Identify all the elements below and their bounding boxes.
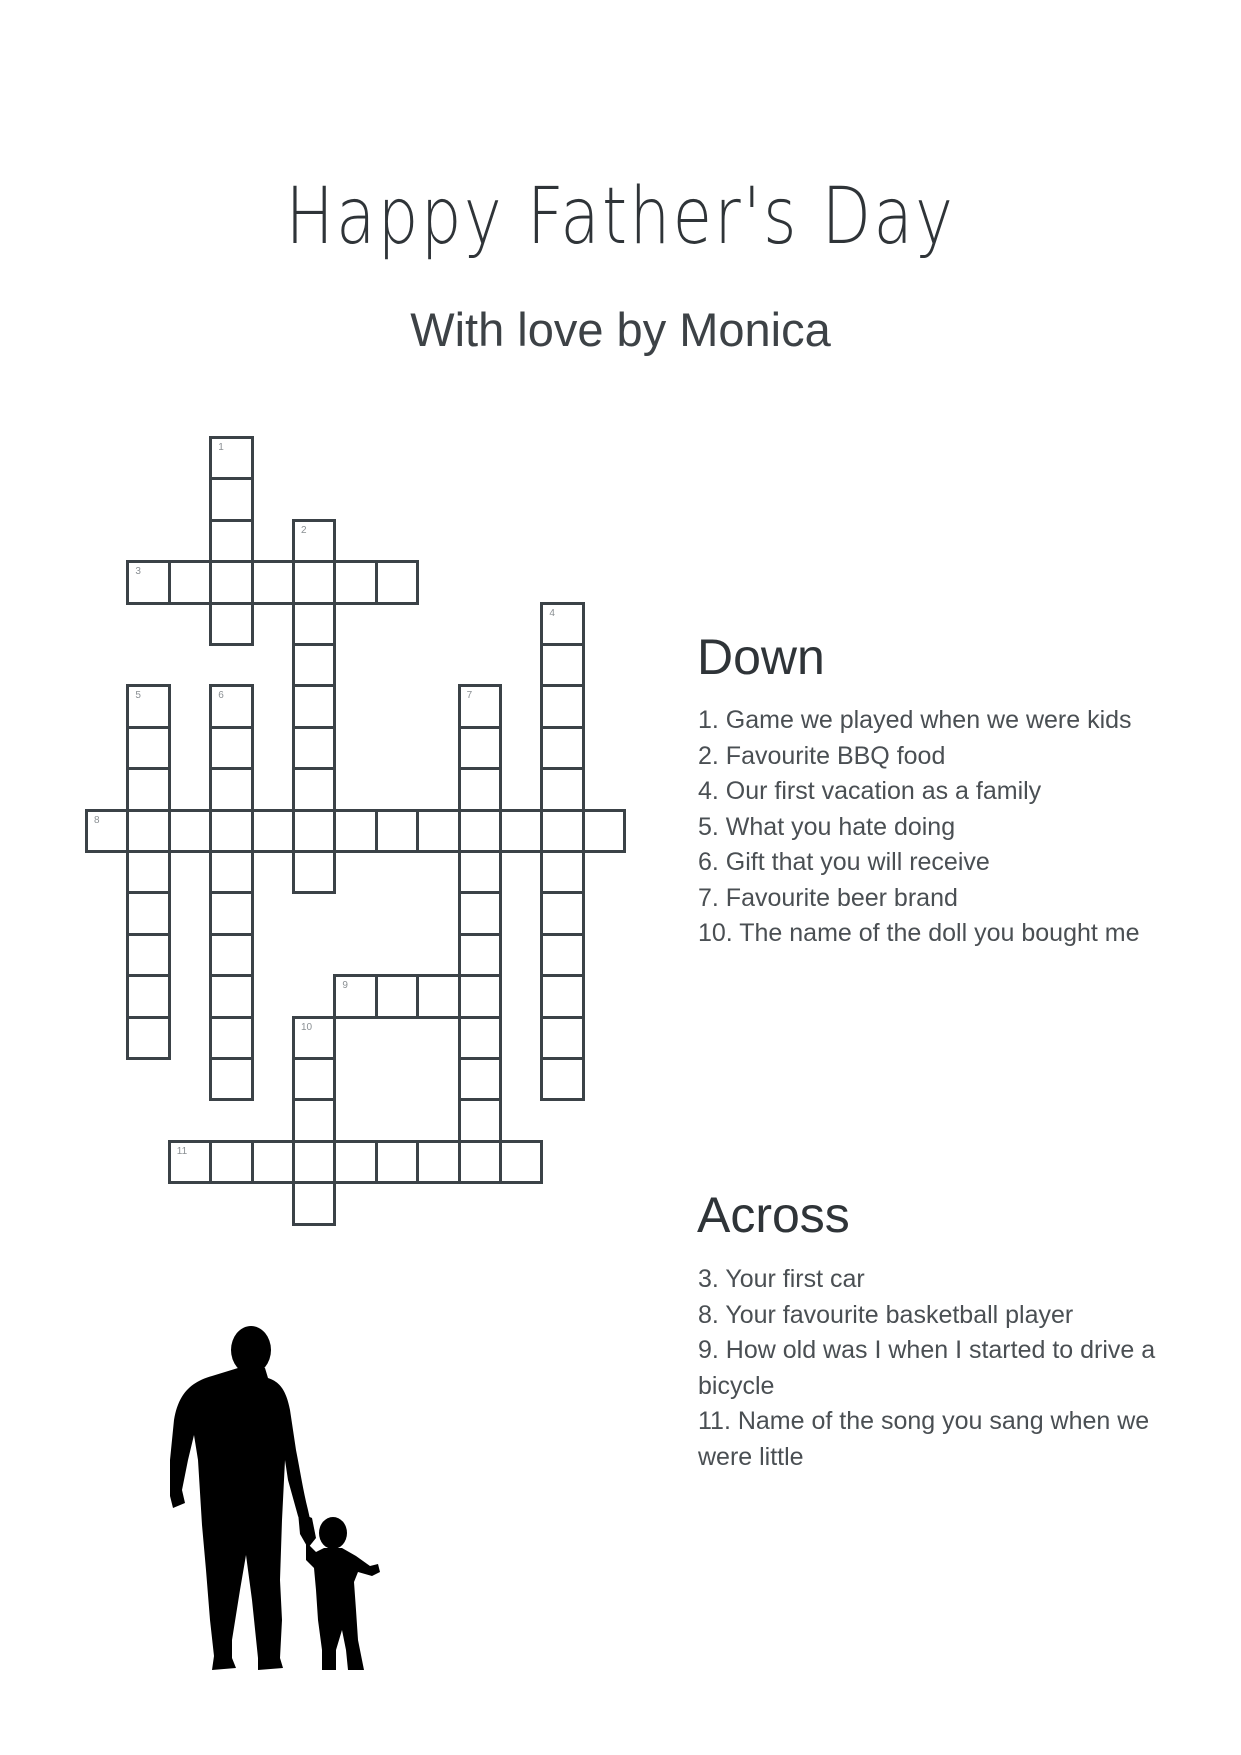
grid-cell[interactable] (292, 1181, 336, 1225)
grid-cell[interactable] (209, 809, 253, 853)
down-clue: 7. Favourite beer brand (698, 883, 958, 912)
grid-cell[interactable] (209, 891, 253, 935)
grid-cell[interactable] (292, 726, 336, 770)
clue-number: 4 (549, 607, 555, 619)
grid-cell[interactable] (458, 1016, 502, 1060)
grid-cell[interactable] (540, 974, 584, 1018)
clue-number: 10 (301, 1021, 313, 1033)
clue-number: 5 (135, 690, 141, 702)
grid-cell[interactable] (416, 1140, 460, 1184)
grid-cell[interactable] (209, 477, 253, 521)
grid-cell[interactable] (292, 684, 336, 728)
grid-cell[interactable] (292, 850, 336, 894)
across-clue: 9. How old was I when I started to drive a bicycle (698, 1336, 1156, 1400)
grid-cell[interactable] (375, 1140, 419, 1184)
grid-cell[interactable] (582, 809, 626, 853)
grid-cell[interactable] (209, 850, 253, 894)
across-clue-list (698, 1262, 1168, 1475)
grid-cell[interactable] (209, 436, 253, 480)
clue-number: 2 (301, 524, 307, 536)
down-clue: 1. Game we played when we were kids (698, 706, 1132, 734)
grid-cell[interactable] (126, 809, 170, 853)
grid-cell[interactable] (458, 891, 502, 935)
grid-cell[interactable] (540, 850, 584, 894)
grid-cell[interactable] (416, 974, 460, 1018)
grid-cell[interactable] (458, 1140, 502, 1184)
clue-number: 3 (135, 566, 141, 578)
grid-cell[interactable] (458, 850, 502, 894)
down-clue-list (698, 703, 1168, 952)
grid-cell[interactable] (209, 1140, 253, 1184)
down-clue: 2. Favourite BBQ food (698, 741, 946, 770)
grid-cell[interactable] (333, 560, 377, 604)
grid-cell[interactable] (292, 767, 336, 811)
down-clue: 10. The name of the doll you bought me (698, 919, 1140, 947)
grid-cell[interactable] (292, 1016, 336, 1060)
grid-cell[interactable] (375, 809, 419, 853)
grid-cell[interactable] (209, 767, 253, 811)
grid-cell[interactable] (126, 974, 170, 1018)
grid-cell[interactable] (540, 643, 584, 687)
grid-cell[interactable] (540, 1016, 584, 1060)
grid-cell[interactable] (540, 684, 584, 728)
page-subtitle: With love by Monica (410, 303, 831, 356)
grid-cell[interactable] (126, 560, 170, 604)
page-title: Happy Father's Day (285, 172, 956, 262)
clue-number: 8 (94, 814, 100, 826)
grid-cell[interactable] (540, 933, 584, 977)
grid-cell[interactable] (251, 1140, 295, 1184)
grid-cell[interactable] (540, 809, 584, 853)
grid-cell[interactable] (292, 560, 336, 604)
grid-cell[interactable] (333, 1140, 377, 1184)
grid-cell[interactable] (126, 933, 170, 977)
grid-cell[interactable] (251, 809, 295, 853)
father-and-child-silhouette-icon (140, 1320, 400, 1700)
grid-cell[interactable] (292, 602, 336, 646)
grid-cell[interactable] (251, 560, 295, 604)
grid-cell[interactable] (209, 519, 253, 563)
grid-cell[interactable] (126, 767, 170, 811)
grid-cell[interactable] (458, 1098, 502, 1142)
grid-cell[interactable] (209, 726, 253, 770)
grid-cell[interactable] (126, 850, 170, 894)
across-clue: 11. Name of the song you sang when we were little (698, 1407, 1150, 1471)
grid-cell[interactable] (458, 933, 502, 977)
grid-cell[interactable] (209, 1016, 253, 1060)
across-clue: 3. Your first car (698, 1265, 865, 1293)
across-heading: Across (697, 1187, 850, 1243)
clue-number: 9 (342, 980, 348, 992)
grid-cell[interactable] (333, 809, 377, 853)
grid-cell[interactable] (540, 1057, 584, 1101)
down-heading: Down (697, 629, 825, 685)
grid-cell[interactable] (292, 809, 336, 853)
grid-cell[interactable] (168, 560, 212, 604)
grid-cell[interactable] (458, 809, 502, 853)
grid-cell[interactable] (292, 643, 336, 687)
clue-number: 11 (176, 1145, 188, 1157)
clue-number: 6 (218, 690, 224, 702)
grid-cell[interactable] (375, 560, 419, 604)
grid-cell[interactable] (333, 974, 377, 1018)
grid-cell[interactable] (499, 809, 543, 853)
grid-cell[interactable] (540, 602, 584, 646)
grid-cell[interactable] (292, 519, 336, 563)
grid-cell[interactable] (540, 767, 584, 811)
grid-cell[interactable] (458, 684, 502, 728)
down-clue: 6. Gift that you will receive (698, 848, 990, 876)
grid-cell[interactable] (292, 1098, 336, 1142)
grid-cell[interactable] (126, 726, 170, 770)
grid-cell[interactable] (292, 1057, 336, 1101)
grid-cell[interactable] (292, 1140, 336, 1184)
grid-cell[interactable] (458, 767, 502, 811)
grid-cell[interactable] (126, 684, 170, 728)
grid-cell[interactable] (168, 1140, 212, 1184)
grid-cell[interactable] (168, 809, 212, 853)
grid-cell[interactable] (540, 726, 584, 770)
down-clue: 4. Our first vacation as a family (698, 777, 1042, 805)
grid-cell[interactable] (458, 1057, 502, 1101)
clue-number: 1 (218, 442, 224, 453)
grid-cell[interactable] (375, 974, 419, 1018)
grid-cell[interactable] (209, 684, 253, 728)
grid-cell[interactable] (540, 891, 584, 935)
down-clue: 5. What you hate doing (698, 812, 956, 841)
grid-cell[interactable] (209, 560, 253, 604)
grid-cell[interactable] (209, 933, 253, 977)
grid-cell[interactable] (209, 974, 253, 1018)
across-clue: 8. Your favourite basketball player (698, 1300, 1074, 1329)
grid-cell[interactable] (126, 1016, 170, 1060)
grid-cell[interactable] (85, 809, 129, 853)
clue-number: 7 (466, 690, 473, 702)
grid-cell[interactable] (458, 974, 502, 1018)
grid-cell[interactable] (209, 1057, 253, 1101)
grid-cell[interactable] (416, 809, 460, 853)
grid-cell[interactable] (499, 1140, 543, 1184)
grid-cell[interactable] (458, 726, 502, 770)
grid-cell[interactable] (126, 891, 170, 935)
grid-cell[interactable] (209, 602, 253, 646)
